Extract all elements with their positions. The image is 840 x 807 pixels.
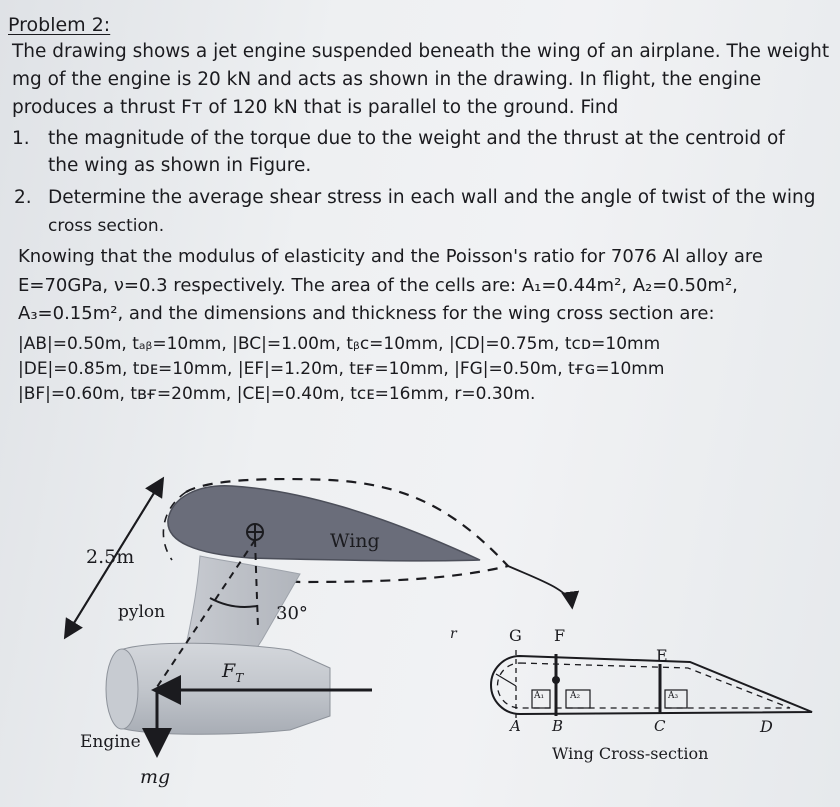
pylon-label: pylon (118, 602, 166, 622)
cross-section-outer (491, 656, 812, 714)
intro-line-2: mg of the engine is 20 kN and acts as shown in the drawing. In flight, the engine (12, 69, 762, 90)
task-2-number: 2. (14, 187, 32, 208)
thrust-label-subscript: T (235, 670, 244, 685)
cs-label-D: D (760, 717, 773, 736)
task-2-line-2: cross section. (48, 216, 165, 236)
cs-label-C: C (654, 717, 666, 735)
task-1-line-2: the wing as shown in Figure. (48, 155, 312, 176)
intro-line-1: The drawing shows a jet engine suspended beneath the wing of an airplane. The weight (12, 41, 830, 62)
dimension-line-1: |AB|=0.50m, tₐᵦ=10mm, |BC|=1.00m, tᵦᴄ=10mm, |CD|=0.75m, tᴄᴅ=10mm (18, 334, 661, 354)
dimension-label: 2.5m (86, 546, 135, 568)
thrust-label-main: F (222, 660, 236, 682)
dimension-line-3: |BF|=0.60m, tʙғ=20mm, |CE|=0.40m, tᴄᴇ=16mm, r=0.30m. (18, 384, 536, 404)
angle-label: 30° (276, 603, 308, 624)
given-line-3: A₃=0.15m², and the dimensions and thickness for the wing cross section are: (18, 303, 715, 324)
wing-label: Wing (330, 530, 380, 552)
engine-label: Engine (80, 732, 141, 752)
cs-cell-A1: A₁ (534, 691, 545, 701)
wing-cross-section (491, 650, 812, 718)
cross-section-leader-arrow (508, 566, 572, 606)
weight-label: mg (140, 766, 171, 788)
task-1-number: 1. (12, 128, 30, 149)
dimension-line-2: |DE|=0.85m, tᴅᴇ=10mm, |EF|=1.20m, tᴇғ=10mm, |FG|=0.50m, tғɢ=10mm (18, 359, 665, 379)
cross-section-centroid (552, 676, 560, 684)
cs-cell-A2: A₂ (570, 691, 581, 701)
radius-line (496, 674, 516, 686)
task-2-line-1: Determine the average shear stress in each wall and the angle of twist of the wing (48, 187, 816, 208)
cross-section-caption: Wing Cross-section (552, 744, 709, 763)
engine-inlet (106, 649, 138, 729)
thrust-label (222, 660, 243, 685)
problem-title: Problem 2: (8, 14, 111, 36)
wing-shape (168, 486, 480, 561)
cs-label-A: A (510, 717, 521, 735)
cs-label-B: B (552, 717, 564, 735)
cs-label-G: G (509, 626, 522, 645)
cs-label-E: E (656, 646, 668, 665)
cs-label-F: F (554, 626, 566, 645)
given-line-1: Knowing that the modulus of elasticity and the Poisson's ratio for 7076 Al alloy are (18, 246, 763, 267)
given-line-2: E=70GPa, ν=0.3 respectively. The area of the cells are: A₁=0.44m², A₂=0.50m², (18, 275, 738, 296)
task-1-line-1: the magnitude of the torque due to the weight and the thrust at the centroid of (48, 128, 785, 149)
intro-line-3: produces a thrust Fᴛ of 120 kN that is parallel to the ground. Find (12, 97, 619, 118)
cs-cell-A3: A₃ (668, 691, 679, 701)
cs-label-r: r (450, 626, 457, 642)
